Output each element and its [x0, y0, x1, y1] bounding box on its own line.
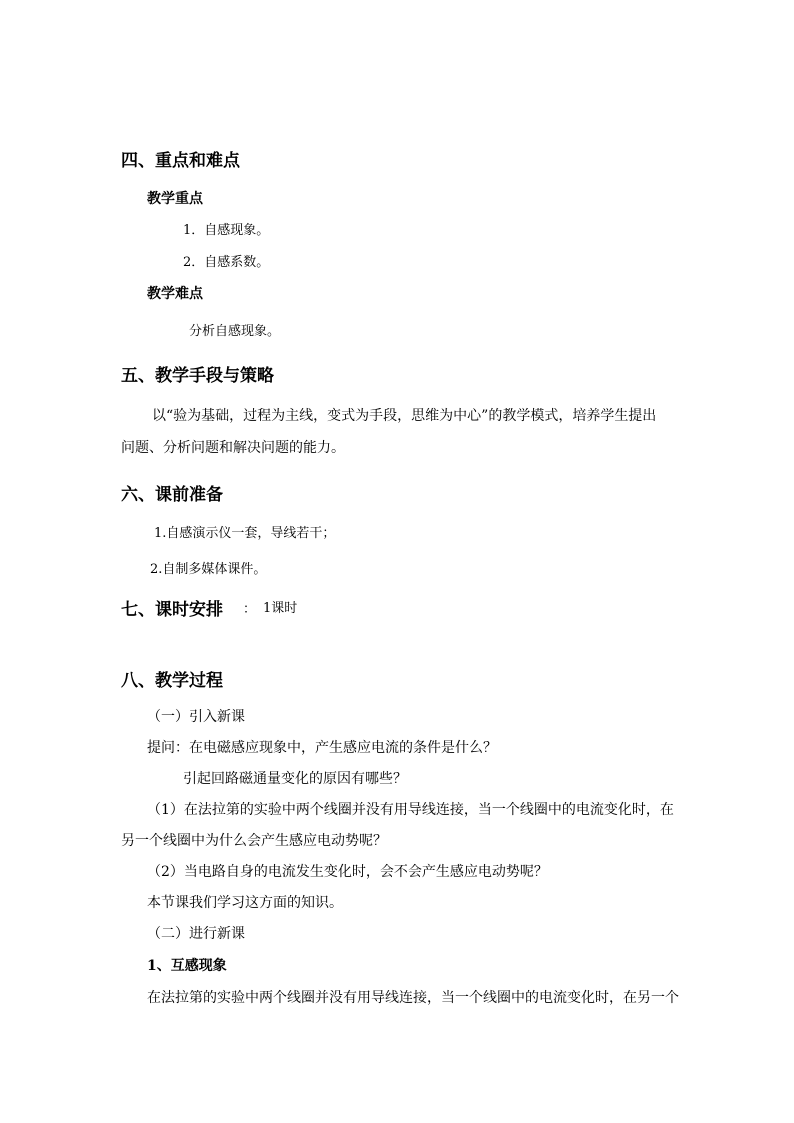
section-5-heading: 五、教学手段与策略: [121, 366, 274, 386]
section-6-heading: 六、课前准备: [121, 485, 223, 505]
question-line: 引起回路磁通量变化的原因有哪些？: [183, 771, 407, 787]
difficult-point-text: 分析自感现象。: [189, 324, 281, 339]
section-4-heading: 四、重点和难点: [121, 151, 240, 171]
key-points-label: 教学重点: [147, 191, 203, 207]
paragraph-line: 在法拉第的实验中两个线圈并没有用导线连接，当一个线圈中的电流变化时，在另一个: [147, 990, 679, 1006]
key-point-item: 2．自感系数。: [183, 255, 270, 270]
question-line: 提问：在电磁感应现象中，产生感应电流的条件是什么？: [147, 740, 497, 756]
schedule-separator: ：: [243, 602, 257, 617]
topic-heading: 1、互感现象: [147, 958, 227, 974]
section-8-heading: 八、教学过程: [121, 671, 223, 691]
paragraph-line: （2）当电路自身的电流发生变化时，会不会产生感应电动势呢？: [147, 864, 548, 880]
schedule-value: 1课时: [263, 601, 298, 616]
paragraph-line: 本节课我们学习这方面的知识。: [147, 895, 343, 911]
subsection-heading: （一）引入新课: [147, 709, 245, 725]
strategy-line-2: 问题、分析问题和解决问题的能力。: [121, 440, 345, 456]
paragraph-line: （1）在法拉第的实验中两个线圈并没有用导线连接，当一个线圈中的电流变化时，在: [147, 802, 674, 818]
paragraph-line: 另一个线圈中为什么会产生感应电动势呢？: [121, 833, 387, 849]
key-point-item: 1．自感现象。: [183, 223, 270, 238]
difficult-points-label: 教学难点: [147, 286, 203, 302]
strategy-line-1: 以“验为基础，过程为主线，变式为手段，思维为中心”的教学模式，培养学生提出: [152, 408, 657, 424]
prep-item: 2.自制多媒体课件。: [150, 562, 267, 577]
subsection-heading: （二）进行新课: [147, 926, 245, 942]
prep-item: 1.自感演示仪一套，导线若干；: [154, 526, 336, 541]
section-7-heading: 七、课时安排: [121, 600, 223, 620]
